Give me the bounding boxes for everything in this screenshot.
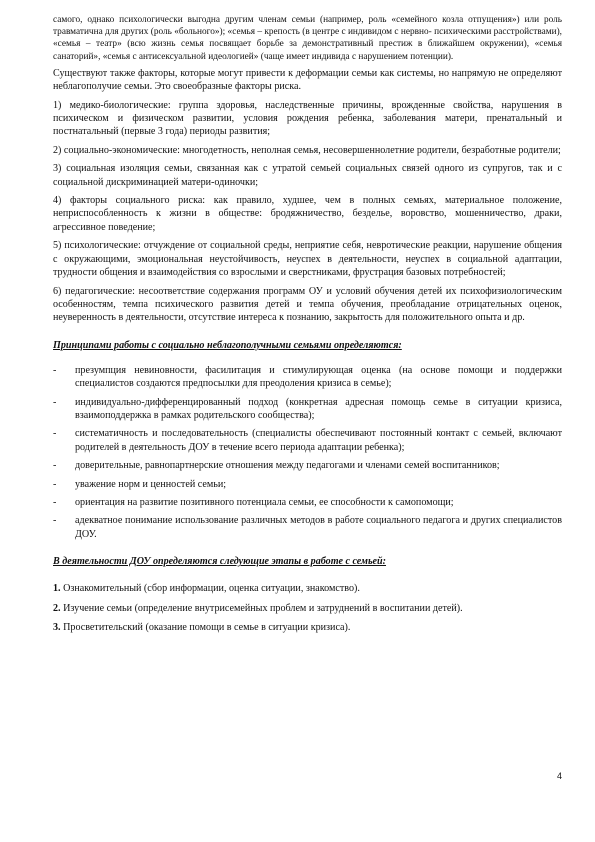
principle-item: - систематичность и последовательность (специалисты обеспечивают постоянный контакт с семьей, включают родителей в деятельность ДОУ в течение всего периода адаптации ребенка); (53, 428, 562, 453)
dash-marker: - (53, 515, 57, 527)
factors-intro: Существуют также факторы, которые могут привести к деформации семьи как системы, но напрямую не определяют неблагополучие семьи. Это своеобразные факторы риска. (53, 67, 562, 93)
stages-heading: В деятельности ДОУ определяются следующие этапы в работе с семьей: (53, 556, 387, 568)
principles-heading: Принципами работы с социально неблагополучными семьями определяются: (53, 339, 402, 351)
stage-item: 3. Просветительский (оказание помощи в семье в ситуации кризиса). (53, 622, 351, 633)
principle-item: - доверительные, равнопартнерские отношения между педагогами и членами семей воспитанников; (53, 460, 500, 472)
dash-marker: - (53, 460, 57, 472)
principle-item: - адекватное понимание использование различных методов в работе социального педагога и других специалистов ДОУ. (53, 515, 562, 540)
principle-item: - уважение норм и ценностей семьи; (53, 478, 227, 490)
intro-fragment: самого, однако психологически выгодна другим членам семьи (например, роль «семейного козла отпущения») или роль травматична для других (роль «больного»); «семья – крепость (в центре с индивидом с нервно- психическими расстройствами), «семья – театр» (всю жизнь семья посвящает борьбе за демонстративный престиж в ближайшем окружении), «семья санаторий», «семья с антисексуальной идеологией» (чаще имеет индивида с нарушением потенции). (53, 15, 562, 62)
factor-item: 3) социальная изоляция семьи, связанная как с утратой семьей социальных связей одного из супругов, так и с социальной дискриминацией матери-одиночки; (53, 163, 562, 188)
dash-marker: - (53, 428, 57, 440)
factor-item: 1) медико-биологические: группа здоровья, наследственные причины, врожденные свойства, нарушения в психическом и физическом развитии, условия рождения ребенка, заболевания матери, пренатальный и постнатальный (первые 3 года) периоды развития; (53, 99, 562, 138)
factor-item: 4) факторы социального риска: как правило, худшее, чем в полных семьях, материальное положение, неприспособленность к жизни в обществе: бродяжничество, безделье, воровство, мошенничество, драки, агрессивное поведение; (53, 195, 562, 233)
principle-item: - ориентация на развитие позитивного потенциала семьи, ее способности к самопомощи; (53, 496, 454, 508)
dash-marker: - (53, 364, 57, 376)
document-page (53, 14, 562, 640)
principle-item: - презумпция невиновности, фасилитация и стимулирующая оценка (на основе помощи и поддержки специалистов создаются предпосылки для преодоления кризиса в семье); (53, 364, 562, 390)
dash-marker: - (53, 496, 57, 508)
principles-list (53, 364, 562, 541)
factor-item: 5) психологические: отчуждение от социальной среды, неприятие себя, невротические реакции, нарушение общения с окружающими, эмоциональная неустойчивость, неуспех в деятельности, неуспех в социальной адаптации, трудности общения и взаимодействия со взрослыми и сверстниками, фрустрация базовых потребностей; (53, 240, 562, 279)
dash-marker: - (53, 396, 57, 408)
stage-item: 2. Изучение семьи (определение внутрисемейных проблем и затруднений в воспитании детей). (53, 602, 463, 614)
principle-item: - индивидуально-дифференцированный подход (конкретная адресная помощь семье в ситуации кризиса, взаимоподдержка в рамках родительского сообщества); (53, 396, 562, 421)
factor-item: 2) социально-экономические: многодетность, неполная семья, несовершеннолетние родители, безработные родители; (53, 144, 561, 156)
stage-item: 1. Ознакомительный (сбор информации, оценка ситуации, знакомство). (53, 583, 360, 595)
factor-item: 6) педагогические: несоответствие содержания программ ОУ и условий обучения детей их психофизиологическим особенностям, темпа психического развития детей и темпа обучения, преобладание отрицательных оценок, неуверенность в деятельности, отсутствие интереса к познанию, закрытость для положительного опыта и др. (53, 285, 562, 324)
page-number: 4 (556, 771, 562, 781)
dash-marker: - (53, 478, 57, 490)
